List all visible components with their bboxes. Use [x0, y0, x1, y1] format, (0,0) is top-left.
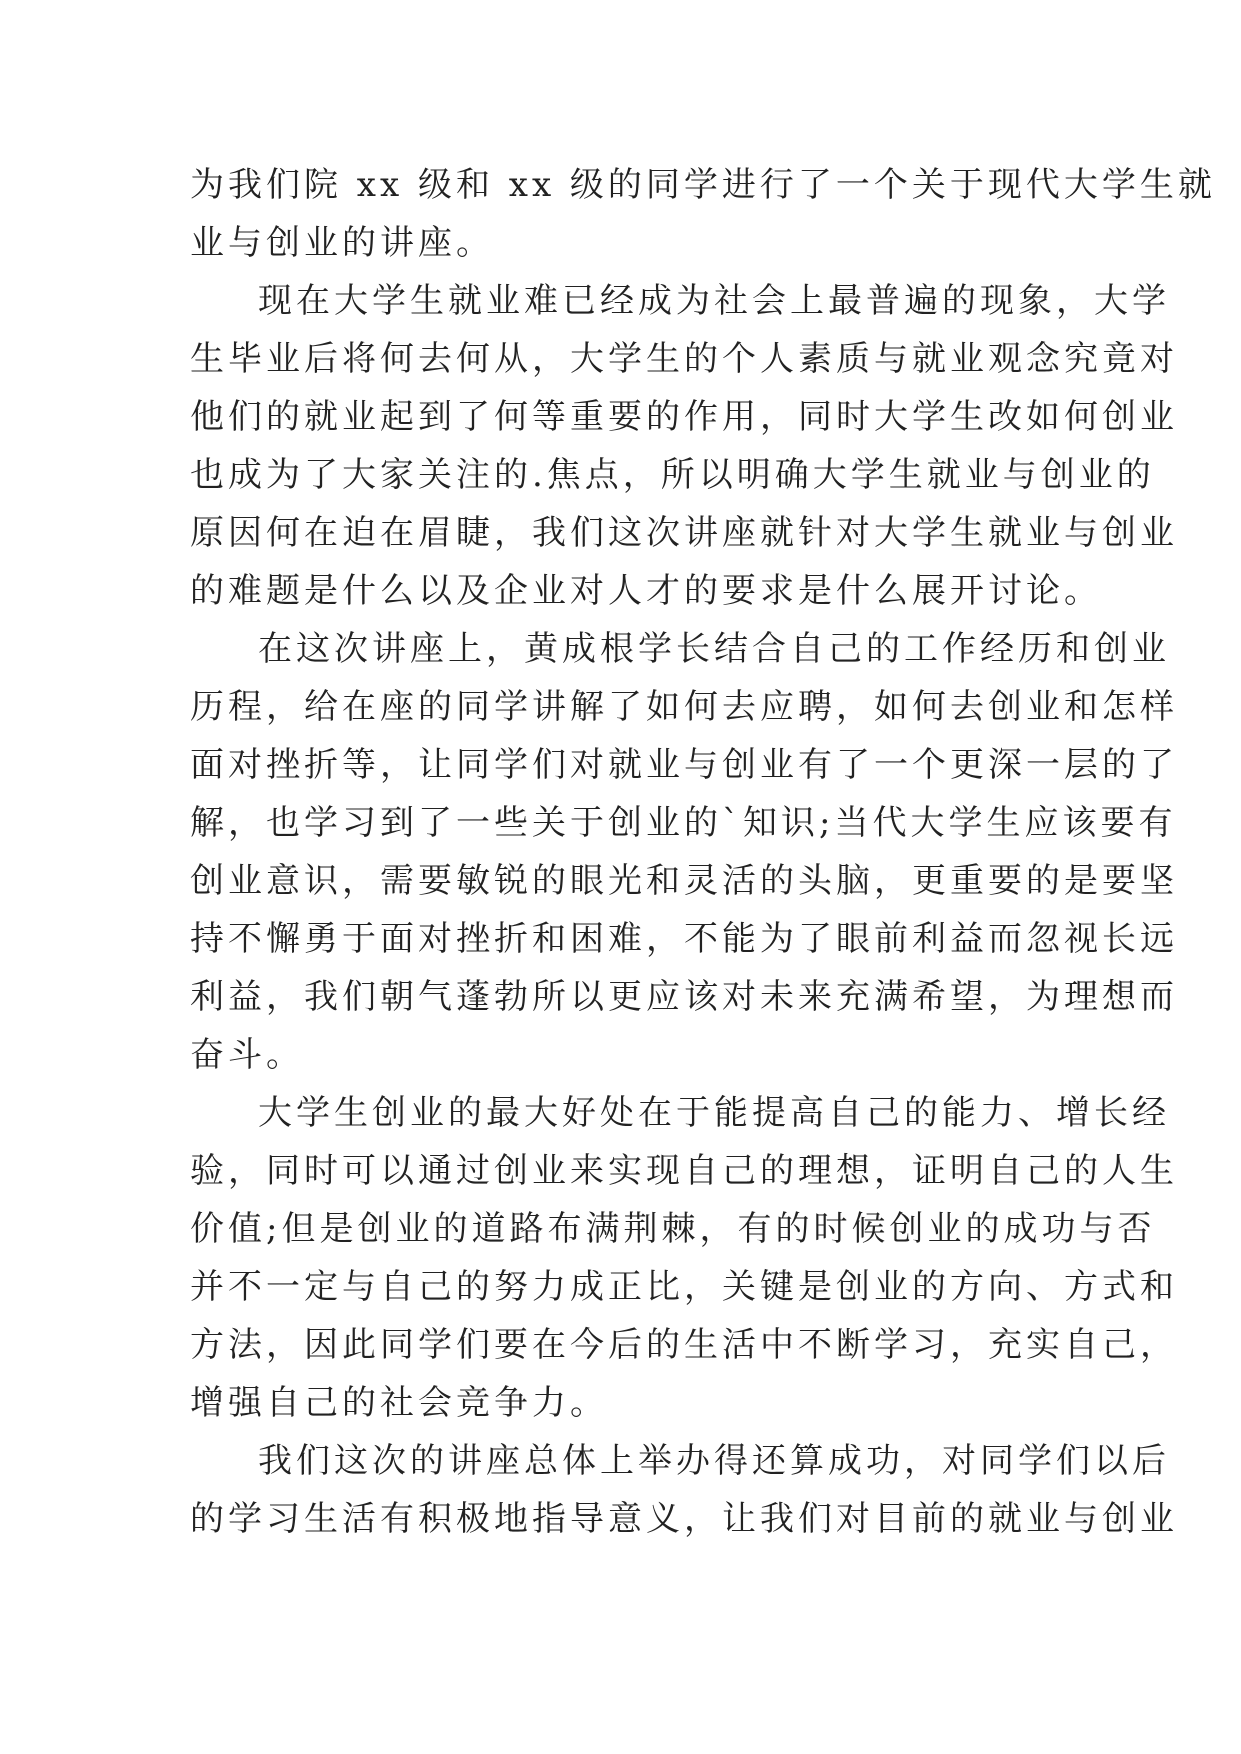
paragraph-4 [190, 1084, 1178, 1432]
text-line: 在这次讲座上，黄成根学长结合自己的工作经历和创业 [258, 629, 1170, 669]
text-line: 生毕业后将何去何从，大学生的个人素质与就业观念究竟对 [190, 339, 1178, 379]
text-line: 奋斗。 [190, 1035, 304, 1075]
paragraph-2 [190, 272, 1178, 620]
text-line: 价值;但是创业的道路布满荆棘，有的时候创业的成功与否 [190, 1209, 1156, 1249]
text-line: 验，同时可以通过创业来实现自己的理想，证明自己的人生 [190, 1151, 1178, 1191]
text-line: 持不懈勇于面对挫折和困难，不能为了眼前利益而忽视长远 [190, 919, 1178, 959]
text-line: 利益，我们朝气蓬勃所以更应该对未来充满希望，为理想而 [190, 977, 1178, 1017]
text-line: 我们这次的讲座总体上举办得还算成功，对同学们以后 [258, 1441, 1170, 1481]
text-line: 原因何在迫在眉睫，我们这次讲座就针对大学生就业与创业 [190, 513, 1178, 553]
paragraph-5 [190, 1432, 1178, 1548]
text-line: 创业意识，需要敏锐的眼光和灵活的头脑，更重要的是要坚 [190, 861, 1178, 901]
text-line: 业与创业的讲座。 [190, 223, 494, 263]
text-line: 也成为了大家关注的.焦点，所以明确大学生就业与创业的 [190, 455, 1155, 495]
document-body [190, 156, 1216, 1548]
text-line: 解，也学习到了一些关于创业的`知识;当代大学生应该要有 [190, 803, 1177, 843]
text-line: 现在大学生就业难已经成为社会上最普遍的现象，大学 [258, 281, 1170, 321]
paragraph-3 [190, 620, 1178, 1084]
text-line: 大学生创业的最大好处在于能提高自己的能力、增长经 [258, 1093, 1170, 1133]
text-line: 历程，给在座的同学讲解了如何去应聘，如何去创业和怎样 [190, 687, 1178, 727]
text-line: 面对挫折等，让同学们对就业与创业有了一个更深一层的了 [190, 745, 1178, 785]
text-line: 为我们院 xx 级和 xx 级的同学进行了一个关于现代大学生就 [190, 165, 1216, 205]
text-line: 他们的就业起到了何等重要的作用，同时大学生改如何创业 [190, 397, 1178, 437]
text-line: 方法，因此同学们要在今后的生活中不断学习，充实自己， [190, 1325, 1178, 1365]
paragraph-1 [190, 156, 1216, 272]
text-line: 的学习生活有积极地指导意义，让我们对目前的就业与创业 [190, 1499, 1178, 1539]
text-line: 并不一定与自己的努力成正比，关键是创业的方向、方式和 [190, 1267, 1178, 1307]
text-line: 的难题是什么以及企业对人才的要求是什么展开讨论。 [190, 571, 1102, 611]
text-line: 增强自己的社会竞争力。 [190, 1383, 608, 1423]
